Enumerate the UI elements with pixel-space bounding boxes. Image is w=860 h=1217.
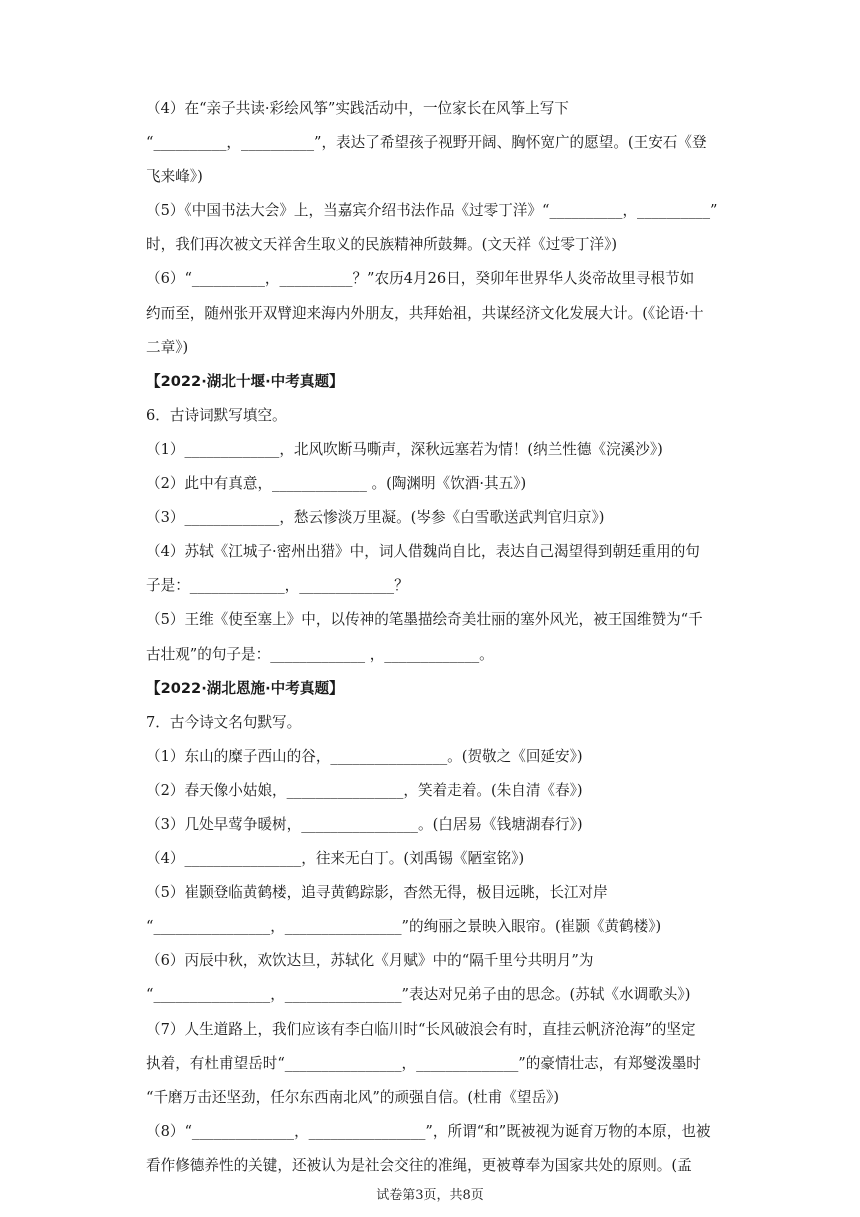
text-line: 约而至，随州张开双臂迎来海内外朋友，共拜始祖，共谋经济文化发展大计。(《论语·十 [146,304,704,322]
text-line: （6）“__________，__________？”农历4月26日，癸卯年世界华人炎帝故里寻根节如 [146,270,695,288]
page-footer: 试卷第3页，共8页 [376,1188,484,1203]
text-line: （5）王维《使至塞上》中，以传神的笔墨描绘奇美壮丽的塞外风光，被王国维赞为“千 [146,611,703,629]
text-line: 古壮观”的句子是：_____________ ，_____________。 [146,645,494,663]
text-line: （2）此中有真意，_____________ 。(陶渊明《饮酒·其五》) [146,475,527,493]
section-heading: 【2022·湖北十堰·中考真题】 [146,372,344,390]
text-line: “________________，________________”表达对兄弟子由的思念。(苏轼《水调歌头》) [146,986,691,1004]
text-line: （3）_____________，愁云惨淡万里凝。(岑参《白雪歌送武判官归京》) [146,509,605,527]
text-line: （6）丙辰中秋，欢饮达旦，苏轼化《月赋》中的“隔千里兮共明月”为 [146,952,594,970]
text-line: （4）在“亲子共读·彩绘风筝”实践活动中，一位家长在风筝上写下 [146,100,569,117]
text-line: 6．古诗词默写填空。 [146,406,287,424]
text-line: 飞来峰》) [146,168,203,186]
page-content [146,92,720,1217]
section-heading: 【2022·湖北恩施·中考真题】 [146,679,344,697]
text-line: “千磨万击还坚劲，任尔东西南北风”的顽强自信。(杜甫《望岳》) [146,1088,560,1106]
text-line: （1）东山的糜子西山的谷，________________。(贺敬之《回延安》) [146,747,583,765]
text-line: （4）苏轼《江城子·密州出猎》中，词人借魏尚自比，表达自己渴望得到朝廷重用的句 [146,543,700,561]
text-line: “________________，________________”的绚丽之景映入眼帘。(崔颢《黄鹤楼》) [146,918,662,936]
text-line: （8）“______________，________________”，所谓“和”既被视为诞育万物的本原，也被 [146,1122,711,1140]
text-line: “__________，__________”，表达了希望孩子视野开阔、胸怀宽广的愿望。(王安石《登 [146,134,707,152]
text-line: （7）人生道路上，我们应该有李白临川时“长风破浪会有时，直挂云帆济沧海”的坚定 [146,1020,696,1038]
text-line: （1）_____________，北风吹断马嘶声，深秋远塞若为情！(纳兰性德《浣溪沙》) [146,440,663,458]
text-line: （4）________________，往来无白丁。(刘禹锡《陋室铭》) [146,850,525,868]
text-line: 二章》) [146,338,189,356]
text-line: 子是：_____________，_____________？ [146,577,409,595]
text-line: 看作修德养性的关键，还被认为是社会交往的准绳，更被尊奉为国家共处的原则。(孟 [146,1156,692,1174]
text-line: （5）《中国书法大会》上，当嘉宾介绍书法作品《过零丁洋》“__________，__________” [146,202,718,220]
text-line: 7．古今诗文名句默写。 [146,713,302,731]
text-line: 时，我们再次被文天祥舍生取义的民族精神所鼓舞。(文天祥《过零丁洋》) [146,236,618,254]
text-line: （5）崔颢登临黄鹤楼，追寻黄鹤踪影，杳然无得，极目远眺，长江对岸 [146,884,608,902]
text-line: （3）几处早莺争暖树，________________。(白居易《钱塘湖春行》) [146,815,583,833]
text-line: （2）春天像小姑娘，________________，笑着走着。(朱自清《春》) [146,781,583,799]
text-line: 执着，有杜甫望岳时“________________，______________”的豪情壮志，有郑燮泼墨时 [146,1054,701,1072]
